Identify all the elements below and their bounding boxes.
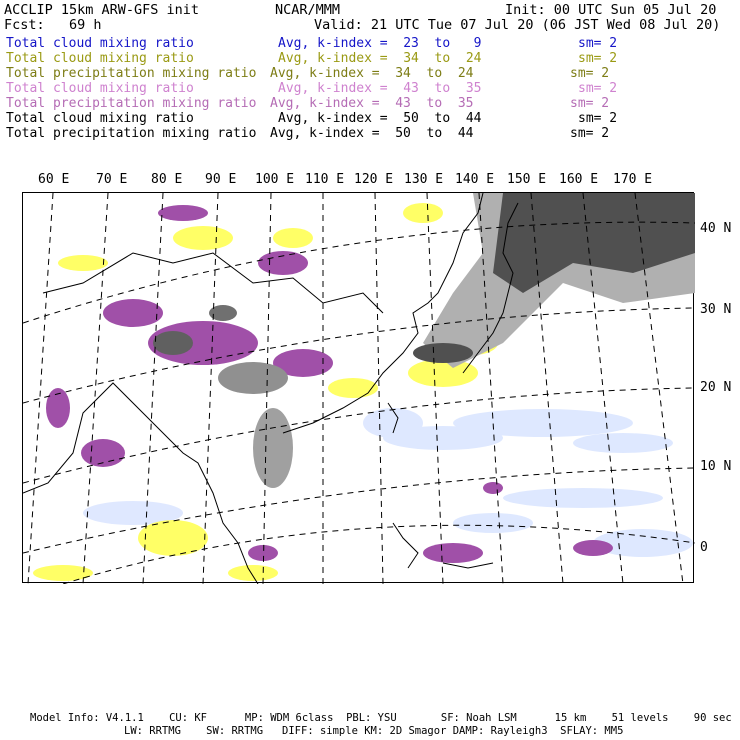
legend-field: Total precipitation mixing ratio bbox=[6, 126, 257, 141]
legend-sm: sm= 2 bbox=[578, 81, 618, 96]
lat-label: 0 bbox=[700, 540, 708, 555]
lon-label: 110 E bbox=[305, 172, 345, 187]
legend-field: Total precipitation mixing ratio bbox=[6, 66, 257, 81]
lon-label: 70 E bbox=[96, 172, 128, 187]
lon-label: 160 E bbox=[559, 172, 599, 187]
model-info-line1: Model Info: V4.1.1 CU: KF MP: WDM 6class PBL: YSU SF: Noah LSM 15 km 51 levels 90 sec bbox=[30, 712, 732, 724]
legend-range: Avg, k-index = 50 to 44 bbox=[270, 126, 474, 141]
lat-label: 40 N bbox=[700, 221, 732, 236]
legend-field: Total cloud mixing ratio bbox=[6, 36, 194, 51]
legend-sm: sm= 2 bbox=[578, 36, 618, 51]
legend-sm: sm= 2 bbox=[570, 96, 610, 111]
lon-label: 140 E bbox=[455, 172, 495, 187]
legend-range: Avg, k-index = 43 to 35 bbox=[270, 96, 474, 111]
model-info-line2: LW: RRTMG SW: RRTMG DIFF: simple KM: 2D Smagor DAMP: Rayleigh3 SFLAY: MM5 bbox=[124, 725, 624, 737]
lat-label: 20 N bbox=[700, 380, 732, 395]
lat-label: 10 N bbox=[700, 459, 732, 474]
lon-label: 80 E bbox=[151, 172, 183, 187]
lon-label: 120 E bbox=[354, 172, 394, 187]
title-center: NCAR/MMM bbox=[275, 2, 341, 18]
lon-label: 60 E bbox=[38, 172, 70, 187]
lon-label: 170 E bbox=[613, 172, 653, 187]
legend-sm: sm= 2 bbox=[570, 66, 610, 81]
legend-sm: sm= 2 bbox=[578, 111, 618, 126]
legend-field: Total precipitation mixing ratio bbox=[6, 96, 257, 111]
title-left: ACCLIP 15km ARW-GFS init bbox=[4, 2, 200, 18]
valid-time: Valid: 21 UTC Tue 07 Jul 20 (06 JST Wed 08 Jul 20) bbox=[314, 17, 721, 33]
map-panel bbox=[22, 192, 694, 583]
legend-field: Total cloud mixing ratio bbox=[6, 51, 194, 66]
legend-range: Avg, k-index = 50 to 44 bbox=[278, 111, 482, 126]
lat-label: 30 N bbox=[700, 302, 732, 317]
lon-label: 90 E bbox=[205, 172, 237, 187]
legend-range: Avg, k-index = 34 to 24 bbox=[270, 66, 474, 81]
lon-label: 130 E bbox=[404, 172, 444, 187]
lon-label: 150 E bbox=[507, 172, 547, 187]
init-time: Init: 00 UTC Sun 05 Jul 20 bbox=[505, 2, 717, 18]
map-canvas bbox=[23, 193, 695, 584]
legend-range: Avg, k-index = 23 to 9 bbox=[278, 36, 482, 51]
lon-label: 100 E bbox=[255, 172, 295, 187]
forecast-hour: Fcst: 69 h bbox=[4, 17, 102, 33]
legend-field: Total cloud mixing ratio bbox=[6, 81, 194, 96]
legend-sm: sm= 2 bbox=[570, 126, 610, 141]
legend-range: Avg, k-index = 43 to 35 bbox=[278, 81, 482, 96]
legend-sm: sm= 2 bbox=[578, 51, 618, 66]
legend-field: Total cloud mixing ratio bbox=[6, 111, 194, 126]
legend-range: Avg, k-index = 34 to 24 bbox=[278, 51, 482, 66]
